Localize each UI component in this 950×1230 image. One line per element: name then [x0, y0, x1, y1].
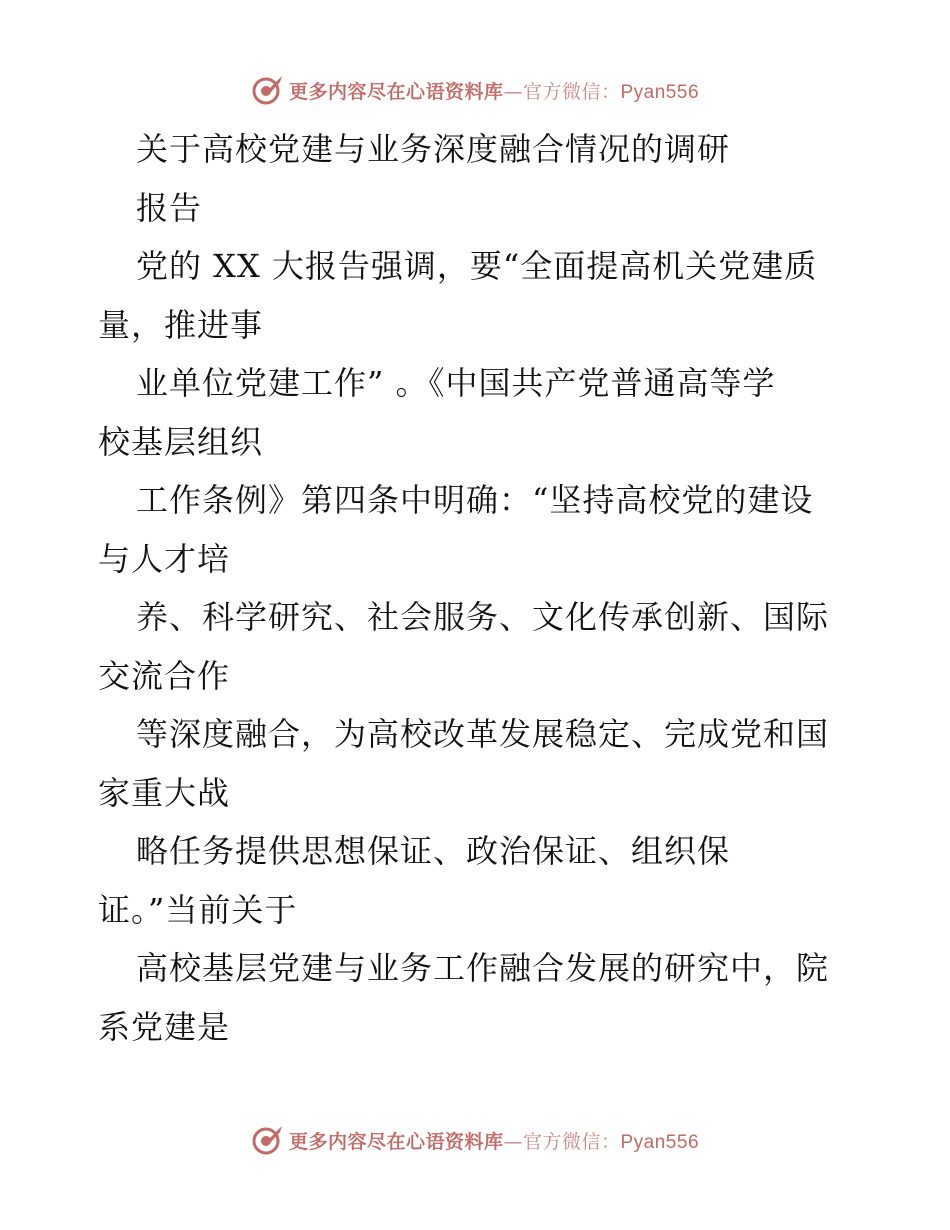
document-title-line-2: 报告 [136, 188, 203, 227]
watermark-separator: — [503, 1130, 523, 1153]
text-line: 校基层组织 [98, 422, 264, 461]
watermark-wechat-label: 官方微信： [522, 1130, 621, 1153]
text-line: 养、科学研究、社会服务、文化传承创新、国际 [136, 598, 830, 636]
watermark-text [289, 1127, 699, 1154]
watermark-site-text: 更多内容尽在心语资料库 [288, 80, 504, 103]
watermark-wechat-label: 官方微信： [522, 80, 621, 103]
document-title-line-1: 关于高校党建与业务深度融合情况的调研 [136, 130, 731, 168]
watermark-site-text: 更多内容尽在心语资料库 [288, 1130, 504, 1153]
text-line: 与人才培 [98, 539, 231, 578]
footer-watermark [0, 1120, 950, 1160]
text-line: 家重大战 [98, 773, 231, 812]
text-line: 略任务提供思想保证、政治保证、组织保 [136, 832, 731, 870]
text-line: 交流合作 [98, 656, 231, 695]
text-line: 高校基层党建与业务工作融合发展的研究中，院 [136, 949, 830, 987]
header-watermark [0, 70, 950, 110]
text-line: 等深度融合，为高校改革发展稳定、完成党和国 [136, 715, 830, 753]
text-line: 党的 XX 大报告强调，要“全面提高机关党建质 [136, 247, 818, 285]
text-line: 证。”当前关于 [98, 890, 298, 929]
text-line: 系党建是 [98, 1007, 231, 1046]
text-line: 量，推进事 [98, 305, 264, 344]
quill-logo-icon [251, 1123, 285, 1157]
quill-logo-icon [251, 73, 285, 107]
text-line: 业单位党建工作” 。《中国共产党普通高等学 [136, 364, 776, 402]
watermark-text [289, 77, 699, 104]
document-body [98, 120, 858, 1056]
text-line: 工作条例》第四条中明确：“坚持高校党的建设 [136, 481, 814, 519]
watermark-wechat-id: Pyan556 [620, 81, 700, 103]
watermark-separator: — [503, 80, 523, 103]
watermark-wechat-id: Pyan556 [620, 1131, 700, 1153]
